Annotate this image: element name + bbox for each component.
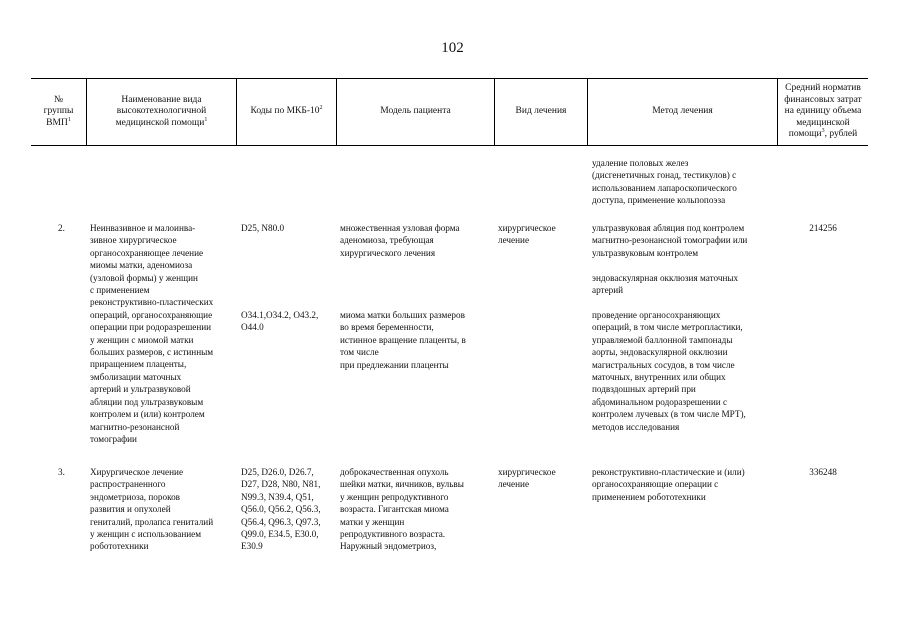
header-treatment-type: Вид лечения bbox=[515, 106, 567, 117]
row-2-icd-codes-b: O34.1,O34.2, O43.2, O44.0 bbox=[241, 310, 319, 333]
row-3-icd-codes: D25, D26.0, D26.7, D27, D28, N80, N81, N99.3, N39.4, Q51, Q56.0, Q56.2, Q56.3, Q56.4, Q96.3, Q97.3, Q99.0, E34.5, E30.0, E30.9 bbox=[241, 467, 321, 552]
row-3-number: 3. bbox=[58, 467, 65, 477]
continuation-method: удаление половых желез (дисгенетичных гонад, тестикулов) с использованием лапароскопического доступа, применение кольпопоэза bbox=[592, 158, 737, 206]
page-number: 102 bbox=[441, 40, 464, 56]
row-2-cost: 214256 bbox=[809, 223, 837, 233]
row-2-method-b: эндоваскулярная окклюзия маточных артерий bbox=[592, 273, 739, 296]
row-3-cost: 336248 bbox=[809, 467, 837, 477]
header-bottom-rule bbox=[31, 145, 868, 146]
row-2-care-name: Неинвазивное и малоинва- зивное хирургическое органосохраняющее лечение миомы матки, аденомиоза (узловой формы) у женщин с применением реконструктивно-пластических операций, органосохраняющие операции при родоразрешении у женщин с миомой матки больших размеров, с истинным приращением плаценты, эмболизации маточных артерий и ультразвуковой абляции под ультразвуковым контролем и (или) контролем магнитно-резонансной томографии bbox=[90, 223, 214, 444]
row-2-number: 2. bbox=[58, 223, 65, 233]
row-2-treatment-type: хирургическое лечение bbox=[498, 223, 556, 246]
header-icd-codes: Коды по МКБ-$10^2$ bbox=[250, 105, 323, 117]
row-2-method-c: проведение органосохраняющих операций, в том числе метропластики, управляемой баллонной тампонады аорты, эндоваскулярной окклюзии магистральных сосудов, в том числе маточных, внутренних или общих подвздошных артерий при абдоминальном родоразрешении с контролем лучевых (в том числе МРТ), методов исследования bbox=[592, 310, 746, 432]
row-3-method: реконструктивно-пластические и (или) органосохраняющие операции с применением робототехники bbox=[592, 467, 745, 502]
header-cost-norm: Средний норматив финансовых затрат на единицу объема медицинской помощи$^3$, рублей bbox=[784, 83, 862, 140]
row-2-method-a: ультразвуковая абляция под контролем магнитно-резонансной томографии или ультразвуковым контролем bbox=[592, 223, 748, 258]
row-2-patient-model-a: множественная узловая форма аденомиоза, требующая хирургического лечения bbox=[340, 223, 460, 258]
header-group-number: № группы ВМП$^1$ bbox=[43, 94, 74, 128]
header-patient-model: Модель пациента bbox=[380, 106, 451, 117]
header-treatment-method: Метод лечения bbox=[652, 106, 713, 117]
row-3-patient-model: доброкачественная опухоль шейки матки, яичников, вульвы у женщин репродуктивного возраста. Гигантская миома матки у женщин репродуктивного возраста. Наружный эндометриоз, bbox=[340, 467, 464, 552]
header-care-name: Наименование вида высокотехнологичной медицинской помощи$^1$ bbox=[115, 94, 208, 128]
row-2-patient-model-b: миома матки больших размеров во время беременности, истинное вращение плаценты, в том числе при предлежании плаценты bbox=[340, 310, 466, 370]
row-3-care-name: Хирургическое лечение распространенного эндометриоза, пороков развития и опухолей гениталий, пролапса гениталий у женщин с использованием робототехники bbox=[90, 467, 214, 552]
row-3-treatment-type: хирургическое лечение bbox=[498, 467, 556, 490]
row-2-icd-codes-a: D25, N80.0 bbox=[241, 223, 285, 233]
